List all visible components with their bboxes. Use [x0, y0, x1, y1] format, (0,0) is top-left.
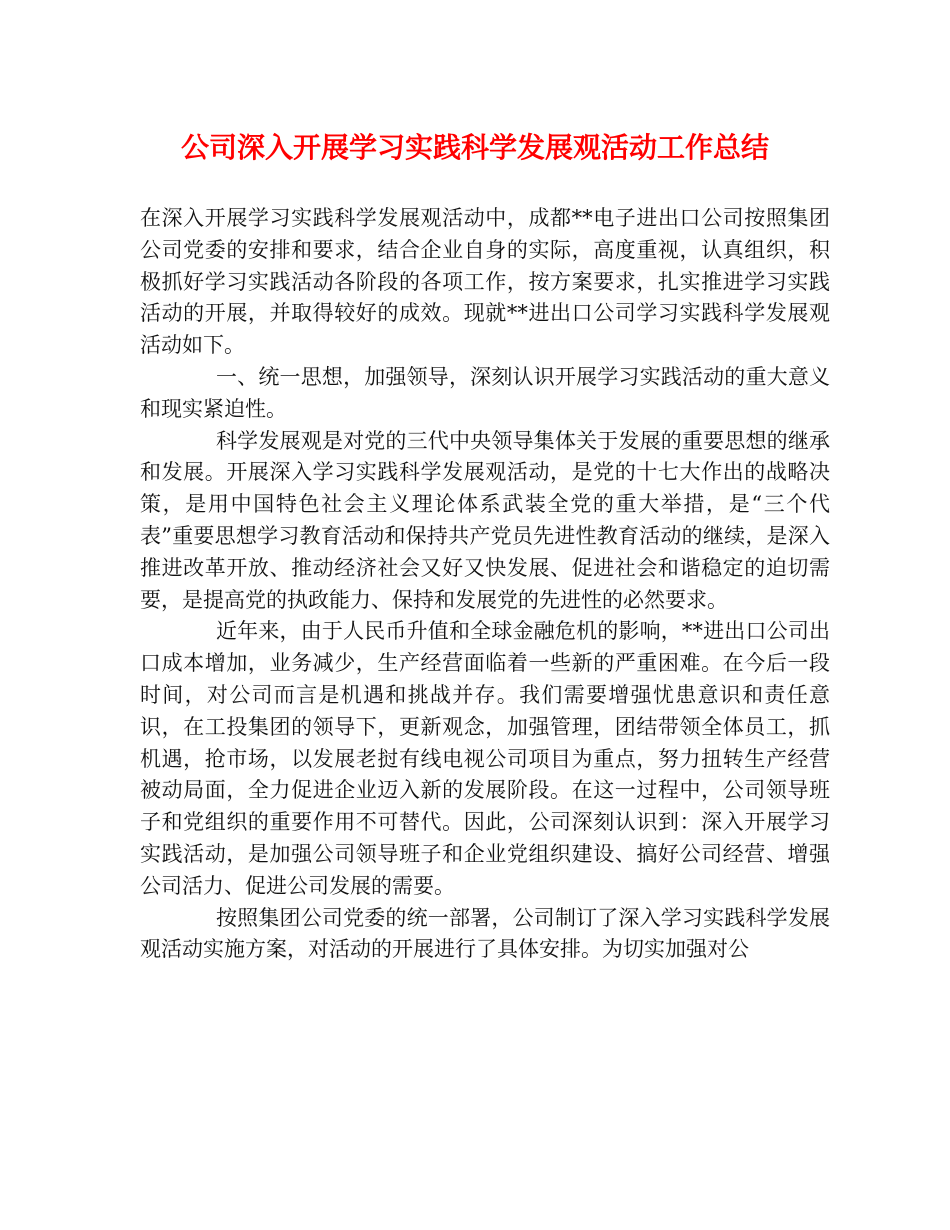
paragraph-deployment: 按照集团公司党委的统一部署，公司制订了深入学习实践科学发展观活动实施方案，对活动的开展进行了具体安排。为切实加强对公	[140, 905, 830, 962]
paragraph-section-heading: 一、统一思想，加强领导，深刻认识开展学习实践活动的重大意义和现实紧迫性。	[140, 364, 830, 421]
document-title: 公司深入开展学习实践科学发展观活动工作总结	[180, 131, 769, 164]
paragraph-recent-years: 近年来，由于人民币升值和全球金融危机的影响，**进出口公司出口成本增加，业务减少，生产经营面临着一些新的严重困难。在今后一段时间，对公司而言是机遇和挑战并存。我们需要增强忧患意识和责任意识，在工投集团的领导下，更新观念，加强管理，团结带领全体员工，抓机遇，抢市场，以发展老挝有线电视公司项目为重点，努力扭转生产经营被动局面，全力促进企业迈入新的发展阶段。在这一过程中，公司领导班子和党组织的重要作用不可替代。因此，公司深刻认识到：深入开展学习实践活动，是加强公司领导班子和企业党组织建设、搞好公司经营、增强公司活力、促进公司发展的需要。	[140, 619, 830, 898]
document-body	[140, 203, 830, 966]
paragraph-scientific-outlook: 科学发展观是对党的三代中央领导集体关于发展的重要思想的继承和发展。开展深入学习实践科学发展观活动，是党的十七大作出的战略决策，是用中国特色社会主义理论体系武装全党的重大举措，是“三个代表”重要思想学习教育活动和保持共产党员先进性教育活动的继续，是深入推进改革开放、推动经济社会又好又快发展、促进社会和谐稳定的迫切需要，是提高党的执政能力、保持和发展党的先进性的必然要求。	[140, 428, 830, 612]
paragraph-intro: 在深入开展学习实践科学发展观活动中，成都**电子进出口公司按照集团公司党委的安排和要求，结合企业自身的实际，高度重视，认真组织，积极抓好学习实践活动各阶段的各项工作，按方案要求，扎实推进学习实践活动的开展，并取得较好的成效。现就**进出口公司学习实践科学发展观活动如下。	[140, 206, 830, 358]
